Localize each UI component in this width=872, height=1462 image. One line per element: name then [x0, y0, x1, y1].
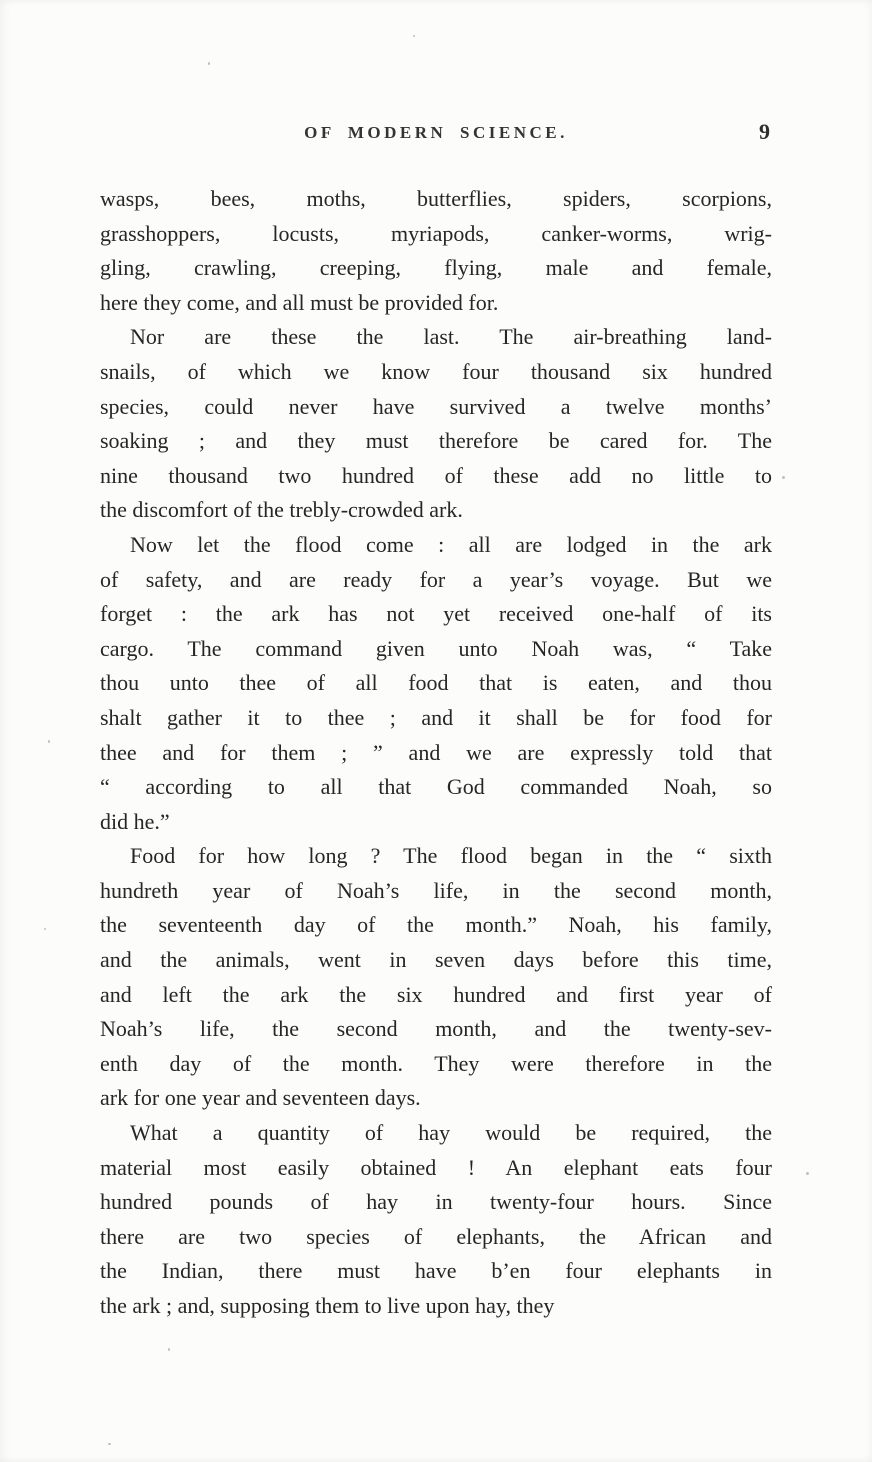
text-line: there are two species of elephants, the African and	[100, 1223, 772, 1249]
text-line: hundreth year of Noah’s life, in the second month,	[100, 877, 772, 903]
text-line: ark for one year and seventeen days.	[100, 1085, 421, 1111]
text-line: the ark ; and, supposing them to live upon hay, they	[100, 1293, 555, 1318]
page-body	[100, 182, 772, 1324]
text-line: nine thousand two hundred of these add no little to	[100, 462, 772, 488]
scan-speck	[168, 1348, 170, 1351]
scan-speck	[782, 476, 785, 479]
text-line: and the animals, went in seven days before this time,	[100, 947, 772, 973]
text-line: the seventeenth day of the month.” Noah, his family,	[100, 912, 772, 938]
running-head-title: OF MODERN SCIENCE.	[304, 123, 568, 142]
text-line: hundred pounds of hay in twenty-four hours. Since	[100, 1189, 772, 1215]
paragraph	[100, 839, 772, 1116]
text-line: thee and for them ; ” and we are expressly told that	[100, 739, 772, 765]
text-line: thou unto thee of all food that is eaten, and thou	[100, 670, 772, 696]
text-line: forget : the ark has not yet received one-half of its	[100, 601, 772, 627]
text-line: Now let the flood come : all are lodged in the ark	[130, 531, 772, 557]
scan-speck	[806, 1172, 809, 1175]
text-line: snails, of which we know four thousand six hundred	[100, 358, 772, 384]
text-line: grasshoppers, locusts, myriapods, canker-worms, wrig-	[100, 220, 772, 246]
text-line: cargo. The command given unto Noah was, “ Take	[100, 635, 772, 661]
paragraph	[100, 182, 772, 320]
text-line: gling, crawling, creeping, flying, male and female,	[100, 255, 772, 281]
text-line: Food for how long ? The flood began in the “ sixth	[130, 843, 772, 869]
paragraph	[100, 528, 772, 839]
page-number: 9	[759, 119, 770, 144]
text-line: soaking ; and they must therefore be cared for. The	[100, 428, 772, 454]
scan-speck	[48, 740, 50, 743]
text-line: of safety, and are ready for a year’s voyage. But we	[100, 566, 772, 592]
scan-speck	[108, 1443, 111, 1445]
text-line: species, could never have survived a twelve months’	[100, 393, 772, 419]
text-line: What a quantity of hay would be required, the	[130, 1120, 772, 1146]
text-line: wasps, bees, moths, butterflies, spiders, scorpions,	[100, 186, 772, 211]
text-line: enth day of the month. They were therefore in the	[100, 1050, 772, 1076]
text-line: shalt gather it to thee ; and it shall be for food for	[100, 704, 772, 730]
running-head	[100, 119, 772, 149]
text-line: here they come, and all must be provided for.	[100, 289, 499, 315]
paragraph	[100, 320, 772, 528]
scan-speck	[413, 35, 415, 37]
text-line: did he.”	[100, 808, 170, 834]
text-line: “ according to all that God commanded Noah, so	[100, 774, 772, 800]
scan-speck	[208, 62, 210, 65]
text-line: the Indian, there must have b’en four elephants in	[100, 1258, 772, 1284]
text-line: Noah’s life, the second month, and the twenty-sev-	[100, 1016, 772, 1042]
text-line: Nor are these the last. The air-breathing land-	[130, 324, 772, 350]
paragraph	[100, 1116, 772, 1324]
text-line: the discomfort of the trebly-crowded ark.	[100, 497, 463, 523]
text-line: and left the ark the six hundred and first year of	[100, 981, 772, 1007]
scan-speck	[44, 928, 46, 930]
text-line: material most easily obtained ! An elephant eats four	[100, 1154, 772, 1180]
